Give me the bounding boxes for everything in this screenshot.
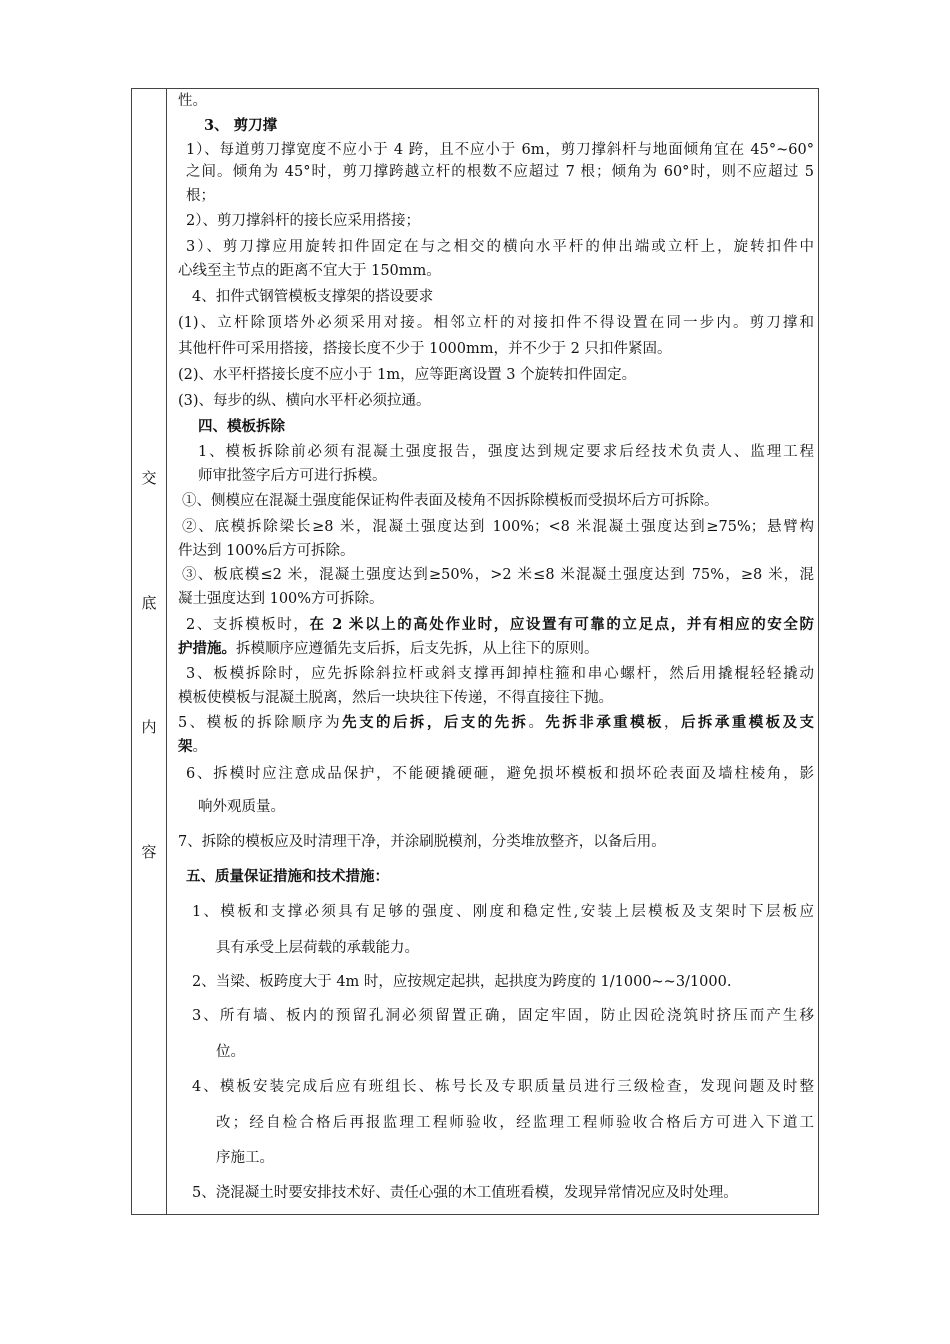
text-span: ③、板底模≤2 米，混凝土强度达到≥50%，>2 米≤8 米混凝土强度达到 75%，≥8 米，混	[182, 567, 814, 583]
bold-text: 四、模板拆除	[198, 418, 285, 435]
text-span: 1、模板拆除前必须有混凝土强度报告，强度达到规定要求后经技术负责人、监理工程	[198, 444, 814, 460]
text-line	[178, 541, 355, 561]
bold-text: 先拆非承重模板	[545, 714, 664, 731]
text-span: 。	[528, 715, 546, 731]
text-line	[192, 1183, 738, 1203]
text-span: 响外观质量。	[198, 799, 285, 815]
label-char-2: 底	[141, 594, 157, 612]
bold-text: 先支的后拆，后支的先拆	[342, 714, 529, 731]
text-line	[178, 365, 636, 385]
text-line	[178, 589, 384, 609]
bold-text: 架	[178, 738, 193, 755]
text-line	[186, 162, 814, 182]
text-span: 5、模板的拆除顺序为	[178, 715, 343, 731]
text-line	[216, 1113, 814, 1133]
text-line	[204, 116, 277, 136]
bold-text: 3、 剪刀撑	[204, 117, 278, 134]
text-span: 其他杆件可采用搭接，搭接长度不少于 1000mm，并不少于 2 只扣件紧固。	[178, 341, 672, 357]
bold-text: 五、质量保证措施和技术措施：	[186, 868, 389, 885]
content-cell	[168, 89, 818, 1214]
text-span: 4、模板安装完成后应有班组长、栋号长及专职质量员进行三级检查，发现问题及时整	[192, 1079, 814, 1095]
text-line	[178, 391, 431, 411]
text-line	[182, 565, 814, 585]
text-line	[186, 664, 814, 684]
text-line	[178, 91, 207, 111]
text-span: 1、模板和支撑必须具有足够的强度、刚度和稳定性,安装上层模板及支架时下层板应	[192, 904, 814, 920]
text-line	[182, 491, 719, 511]
bold-text: 在 2 米以上的高处作业时，应设置有可靠的立足点，并有相应的安全防	[309, 616, 814, 633]
text-span: 模板使模板与混凝土脱离，然后一块块往下传递，不得直接往下抛。	[178, 690, 613, 706]
text-span: 6、拆模时应注意成品保护，不能硬撬硬砸，避免损坏模板和损坏砼表面及墙柱棱角，影	[186, 766, 814, 782]
text-line	[216, 1148, 274, 1168]
text-line	[178, 688, 613, 708]
document-table	[131, 88, 819, 1215]
label-char-4: 容	[141, 843, 157, 861]
text-line	[192, 1006, 814, 1026]
text-line	[216, 1042, 245, 1062]
text-span: 3）、剪刀撑应用旋转扣件固定在与之相交的横向水平杆的伸出端或立杆上，旋转扣件中	[186, 239, 814, 255]
text-span: 凝土强度达到 100%方可拆除。	[178, 591, 384, 607]
text-line	[178, 313, 814, 333]
text-span: 根；	[186, 188, 215, 204]
text-span: 件达到 100%后方可拆除。	[178, 543, 355, 559]
text-line	[178, 832, 666, 852]
text-span: ②、底模拆除梁长≥8 米，混凝土强度达到 100%；<8 米混凝土强度达到≥75%；悬臂构	[182, 519, 814, 535]
text-line	[216, 938, 419, 958]
label-char-3: 内	[141, 718, 157, 736]
text-line	[178, 737, 207, 757]
text-line	[192, 902, 814, 922]
text-span: (2)、水平杆搭接长度不应小于 1m，应等距离设置 3 个旋转扣件固定。	[178, 367, 637, 383]
text-line	[186, 764, 814, 784]
text-span: 3、所有墙、板内的预留孔洞必须留置正确，固定牢固，防止因砼浇筑时挤压而产生移	[192, 1008, 814, 1024]
text-span: 3、板模拆除时，应先拆除斜拉杆或斜支撑再卸掉柱箍和串心螺杆，然后用撬棍轻轻撬动	[186, 666, 814, 682]
text-span: 序施工。	[216, 1150, 274, 1166]
text-line	[198, 466, 387, 486]
text-line	[192, 287, 433, 307]
text-span: 之间。倾角为 45°时，剪刀撑跨越立杆的根数不应超过 7 根；倾角为 60°时，则不应超过 5	[186, 164, 814, 180]
text-span: 2、当梁、板跨度大于 4m 时，应按规定起拱，起拱度为跨度的 1/1000~~3/1000.	[192, 974, 732, 990]
text-span: 性。	[178, 93, 207, 109]
text-line	[192, 972, 731, 992]
text-span: ①、侧模应在混凝土强度能保证构件表面及棱角不因拆除模板而受损坏后方可拆除。	[182, 493, 719, 509]
text-line	[192, 1077, 814, 1097]
text-line	[198, 442, 814, 462]
text-span: 心线至主节点的距离不宜大于 150mm。	[178, 263, 441, 279]
text-span: 具有承受上层荷载的承载能力。	[216, 940, 419, 956]
text-span: 2、支拆模板时，	[186, 617, 310, 633]
text-span: 4、扣件式钢管模板支撑架的搭设要求	[192, 289, 434, 305]
text-span: 1）、每道剪刀撑宽度不应小于 4 跨，且不应小于 6m，剪刀撑斜杆与地面倾角宜在 45°~60°	[186, 142, 814, 158]
text-line	[198, 797, 285, 817]
bold-text: 后拆承重模板及支	[680, 714, 815, 731]
text-span: 改；经自检合格后再报监理工程师验收，经监理工程师验收合格后方可进入下道工	[216, 1115, 814, 1131]
text-line	[178, 261, 441, 281]
text-line	[178, 639, 599, 659]
text-line	[198, 417, 285, 437]
text-line	[178, 713, 814, 733]
text-span: (1)、立杆除顶塔外必须采用对接。相邻立杆的对接扣件不得设置在同一步内。剪刀撑和	[178, 315, 814, 331]
text-line	[178, 339, 671, 359]
text-line	[186, 211, 420, 231]
bold-text: 护措施。	[178, 640, 236, 657]
text-span: 2）、剪刀撑斜杆的接长应采用搭接；	[186, 213, 420, 229]
text-line	[186, 237, 814, 257]
text-span: 7、拆除的模板应及时清理干净，并涂刷脱模剂，分类堆放整齐，以备后用。	[178, 834, 666, 850]
text-span: ，	[664, 715, 681, 731]
text-span: 。	[192, 739, 207, 755]
text-line	[186, 140, 814, 160]
text-span: 位。	[216, 1044, 245, 1060]
text-line	[186, 867, 389, 887]
text-span: 师审批签字后方可进行拆模。	[198, 468, 387, 484]
text-line	[182, 517, 814, 537]
text-span: (3)、每步的纵、横向水平杆必须拉通。	[178, 393, 431, 409]
text-span: 拆模顺序应遵循先支后拆，后支先拆，从上往下的原则。	[236, 641, 599, 657]
text-line	[186, 615, 814, 635]
label-char-1: 交	[141, 469, 157, 487]
label-column	[132, 89, 167, 1214]
text-line	[186, 186, 215, 206]
text-span: 5、浇混凝土时要安排技术好、责任心强的木工值班看模，发现异常情况应及时处理。	[192, 1185, 738, 1201]
